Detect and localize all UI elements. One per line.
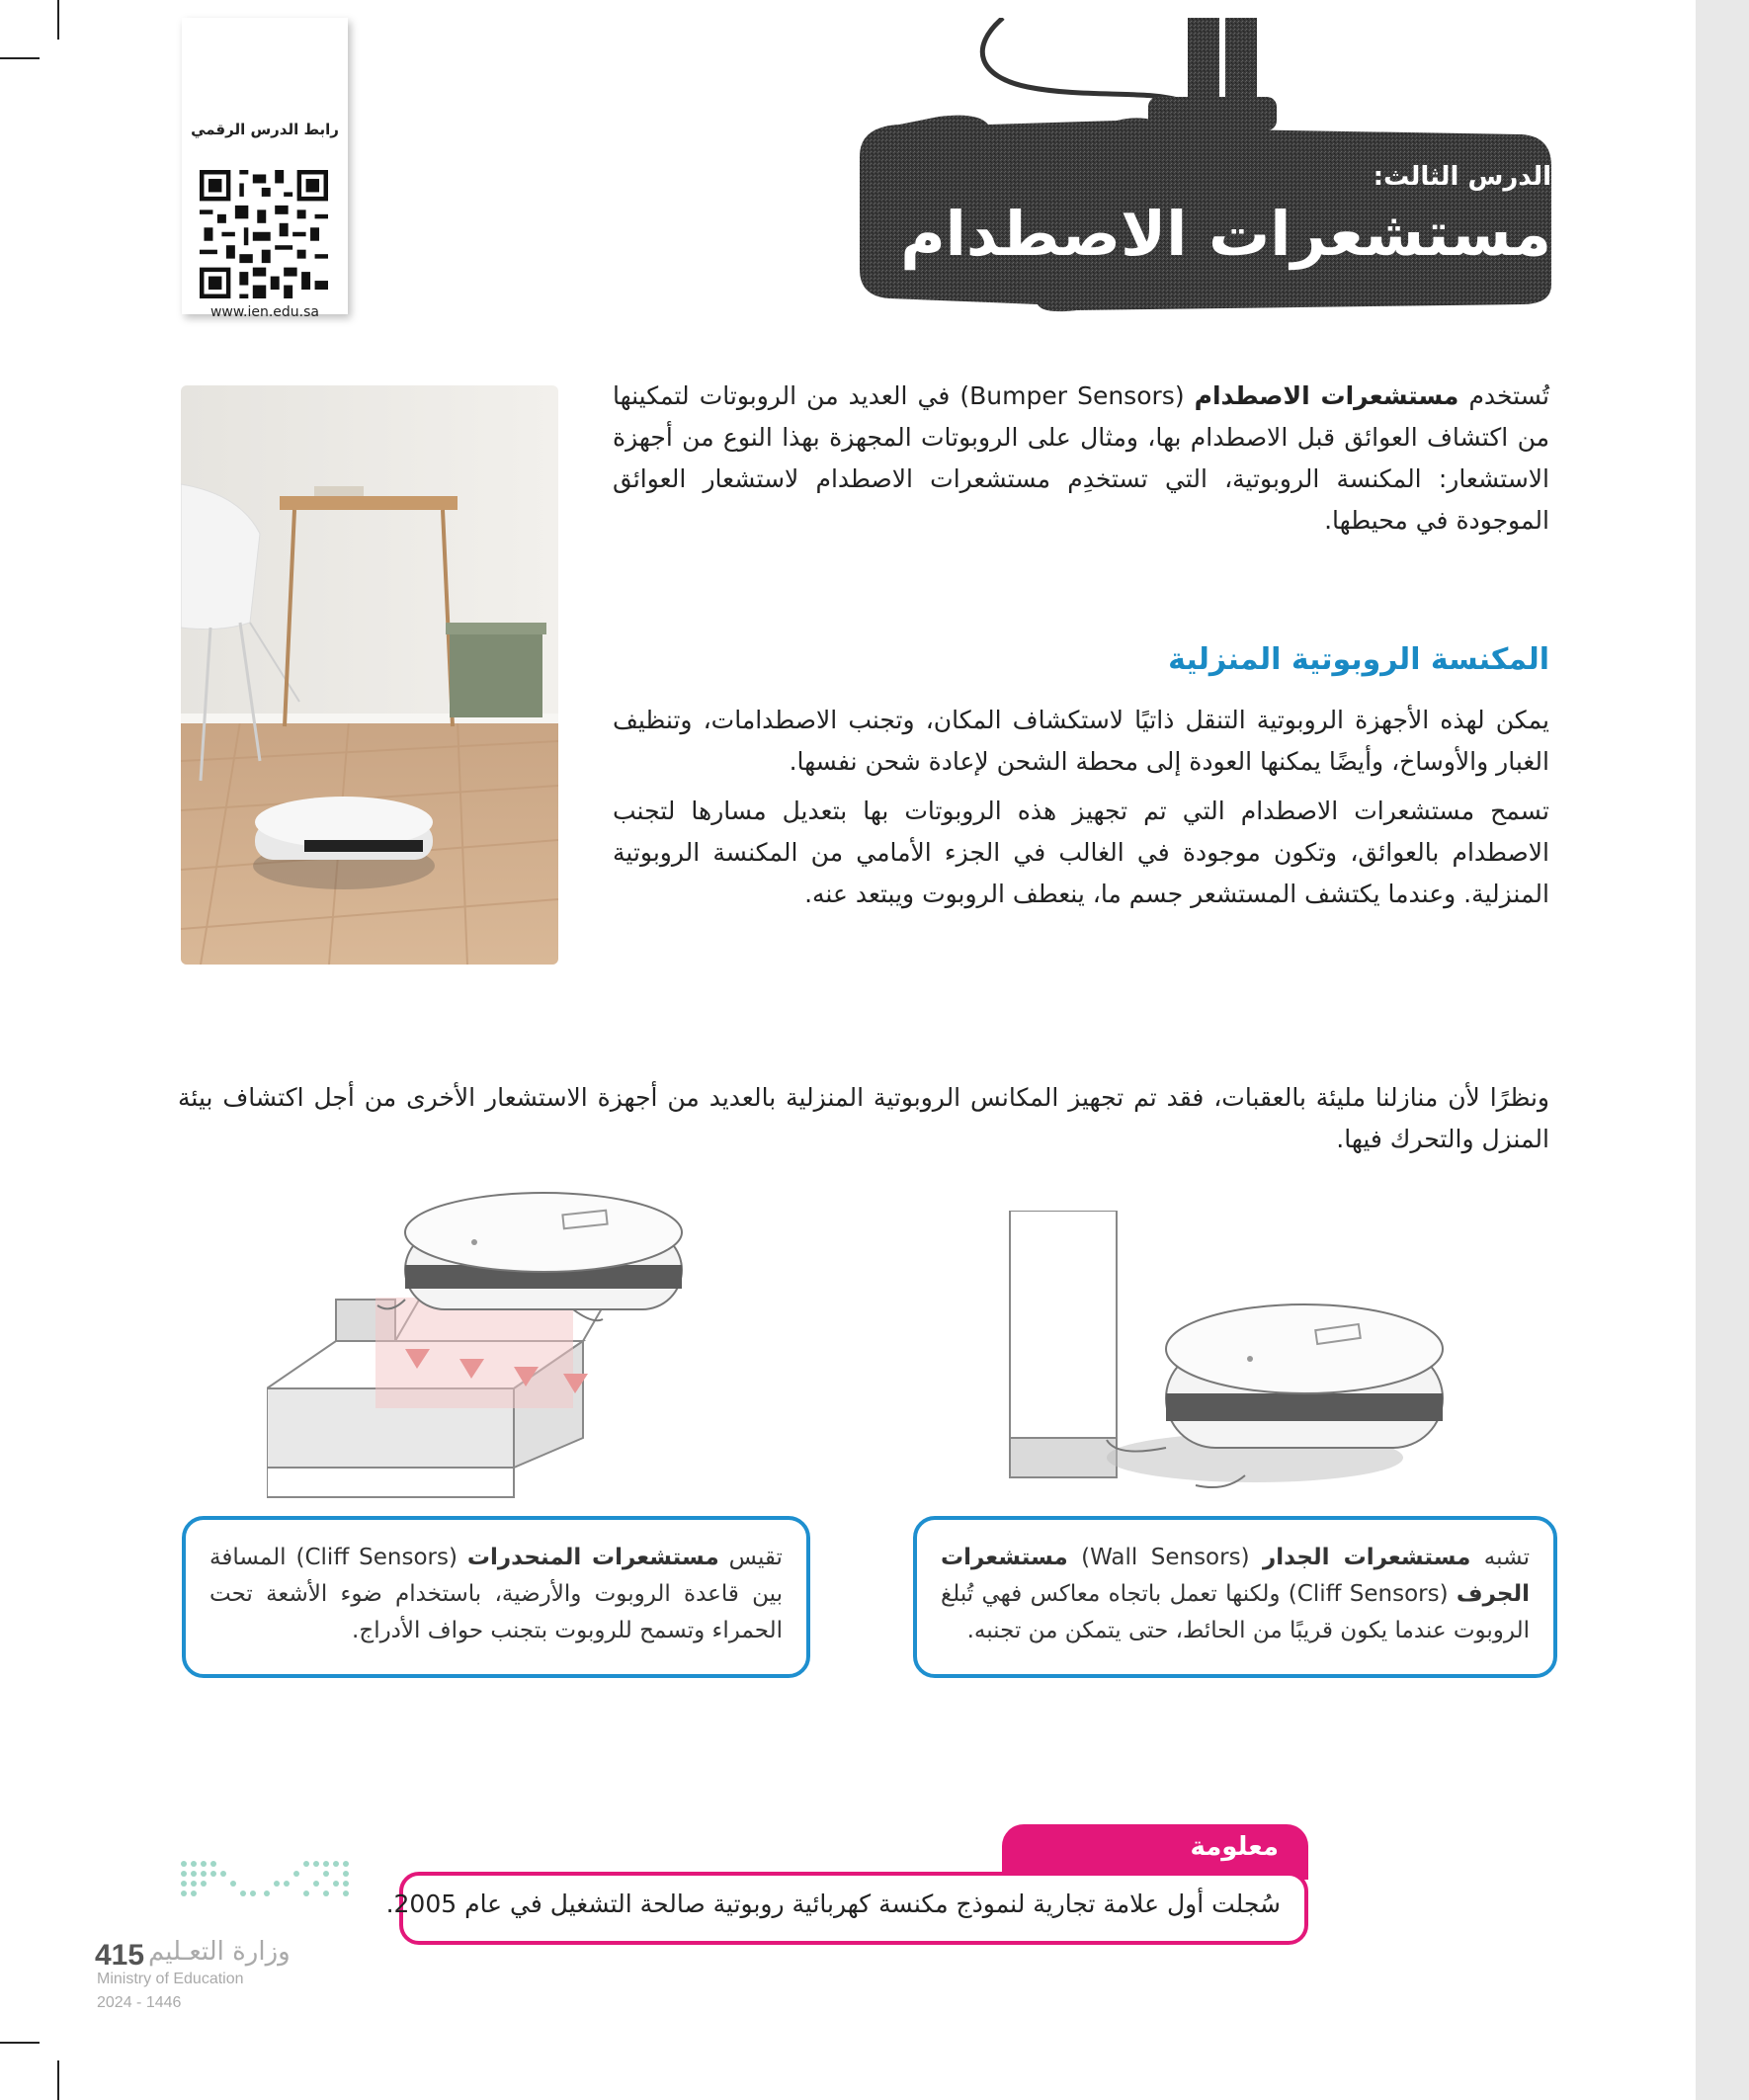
cliff-caption-rest: (Cliff Sensors) المسافة بين قاعدة الروبوت والأرضية، باستخدام ضوء الأشعة تحت الحمراء وتسمح للروبوت بتجنب حواف الأدراج.	[209, 1545, 783, 1643]
qr-label: رابط الدرس الرقمي	[191, 121, 339, 138]
intro-text-start: تُستخدم	[1458, 381, 1549, 410]
ministry-logo-dots	[178, 1858, 356, 1907]
wall-sensor-illustration	[998, 1211, 1472, 1497]
qr-card[interactable]	[182, 18, 348, 320]
cliff-caption-bold: مستشعرات المنحدرات	[466, 1545, 719, 1570]
crop-mark	[57, 2060, 59, 2100]
lesson-kicker: الدرس الثالث:	[1373, 162, 1551, 192]
page-gutter	[1696, 0, 1749, 2100]
ministry-name-english: Ministry of Education	[97, 1971, 244, 1987]
crop-mark	[0, 2042, 40, 2044]
wall-sensors-caption	[913, 1516, 1557, 1678]
crop-mark	[0, 57, 40, 59]
wall-caption-mid: (Wall Sensors)	[1067, 1545, 1263, 1570]
qr-code-icon	[200, 170, 328, 298]
qr-url[interactable]: www.ien.edu.sa	[209, 304, 320, 320]
crop-mark	[57, 0, 59, 40]
cliff-sensors-caption	[182, 1516, 810, 1678]
section-heading: المكنسة الروبوتية المنزلية	[1168, 642, 1549, 677]
page-number: 415	[95, 1939, 145, 1972]
section-paragraph-2: تسمح مستشعرات الاصطدام التي تم تجهيز هذه الروبوتات بها بتعديل مسارها لتجنب الاصطدام بالعوائق، وتكون موجودة في الغالب في الجزء الأمامي من المكنسة الروبوتية المنزلية. وعندما يكتشف المستشعر جسم ما، ينعطف الروبوت ويبتعد عنه.	[613, 797, 1549, 908]
wide-paragraph: ونظرًا لأن منازلنا مليئة بالعقبات، فقد تم تجهيز المكانس الروبوتية المنزلية بالعديد من أجهزة الاستشعار الأخرى من أجل اكتشاف بيئة المنزل والتحرك فيها.	[178, 1083, 1549, 1153]
wall-caption-start: تشبه	[1470, 1545, 1530, 1570]
intro-bold-term: مستشعرات الاصطدام	[1194, 381, 1459, 410]
robot-vacuum-photo	[181, 385, 558, 965]
ministry-name-arabic: وزارة التعـليم	[148, 1937, 291, 1967]
info-text: سُجلت أول علامة تجارية لنموذج مكنسة كهربائية روبوتية صالحة التشغيل في عام 2005.	[385, 1890, 1281, 1918]
lesson-title: مستشعرات الاصطدام	[900, 198, 1551, 270]
cliff-caption-start: تقيس	[718, 1545, 783, 1570]
academic-year: 2024 - 1446	[97, 1994, 182, 2011]
intro-paragraph	[613, 376, 1549, 542]
info-callout	[385, 1824, 1308, 1943]
info-title: معلومة	[1190, 1832, 1279, 1862]
intro-text-rest: (Bumper Sensors) في العديد من الروبوتات لتمكينها من اكتشاف العوائق قبل الاصطدام بها، ومثال على الروبوتات المجهزة بهذا النوع من أجهزة الاستشعار: المكنسة الروبوتية، التي تستخدِم مستشعرات الاصطدام لاستشعار العوائق الموجودة في محيطها.	[613, 381, 1549, 535]
wall-caption-bold-1: مستشعرات الجدار	[1262, 1545, 1471, 1570]
cliff-sensor-illustration	[267, 1191, 721, 1507]
wall-caption-bold-2: مستشعرات الجرف	[941, 1545, 1530, 1607]
info-box	[385, 1872, 1308, 1945]
section-paragraph-1: يمكن لهذه الأجهزة الروبوتية التنقل ذاتيًا لاستكشاف المكان، وتجنب الاصطدامات، وتنظيف الغبار والأوساخ، وأيضًا يمكنها العودة إلى محطة الشحن لإعادة شحن نفسها.	[613, 706, 1549, 776]
wall-caption-rest: (Cliff Sensors) ولكنها تعمل باتجاه معاكس فهي تُبلغ الروبوت عندما يكون قريبًا من الحائط، حتى يتمكن من تجنبه.	[941, 1581, 1530, 1643]
